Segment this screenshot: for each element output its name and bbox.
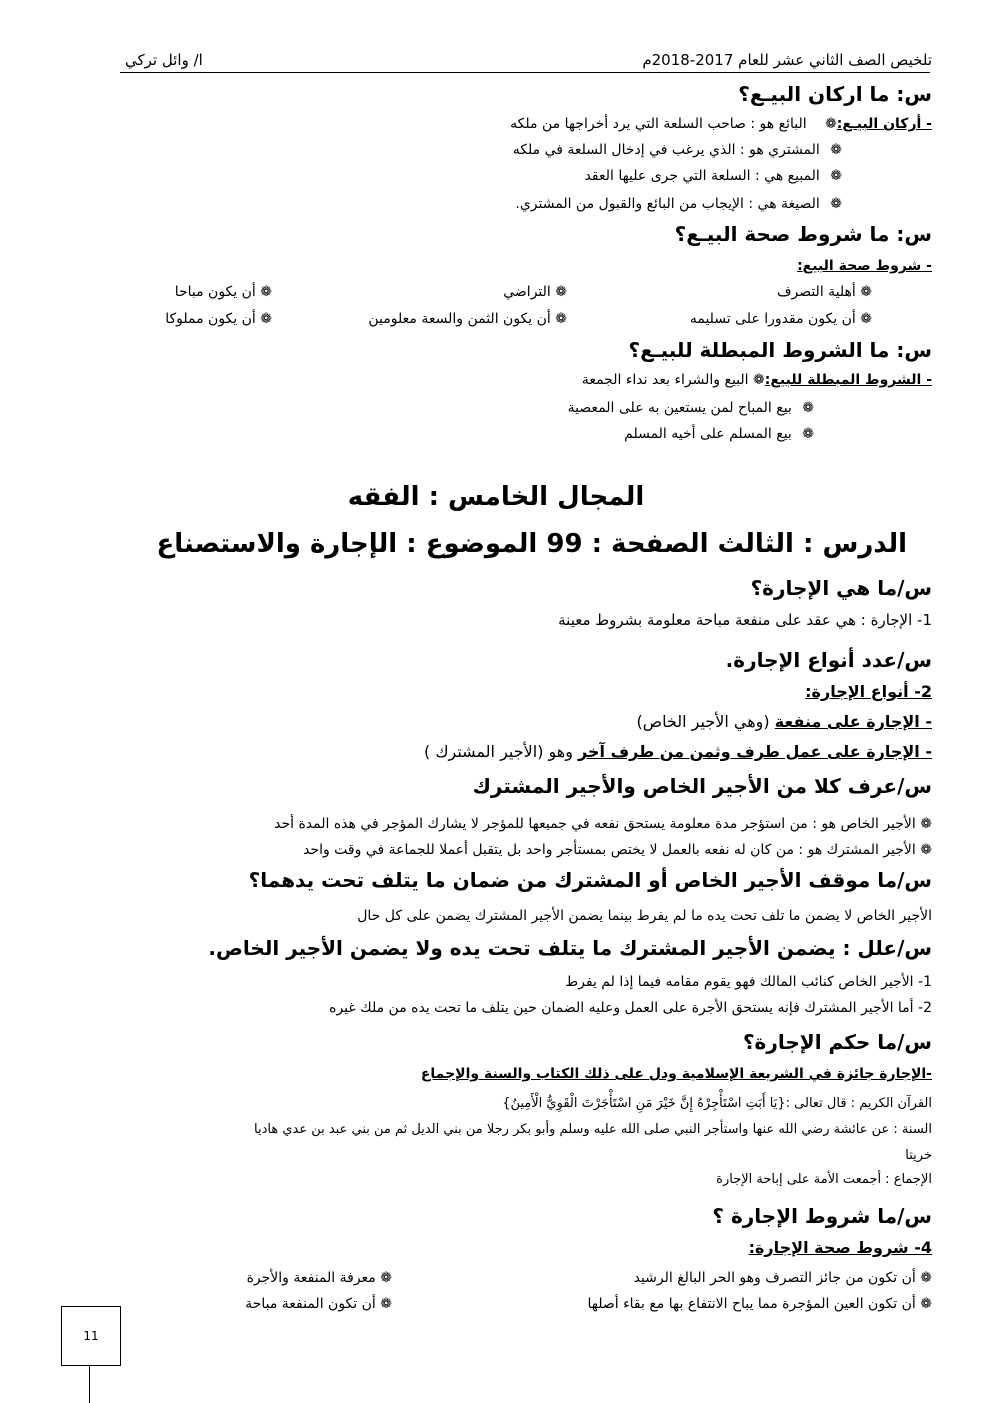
- flower-icon: ❁: [920, 816, 932, 832]
- type-2: - الإجارة على عمل طرف وثمن من طرف آخر وهو (الأجير المشترك ): [423, 742, 932, 761]
- reason-1: 1- الأجير الخاص كنائب المالك فهو يقوم مقامه فيما إذا لم يفرط: [565, 974, 932, 990]
- header-author: ا/ وائل تركي: [125, 51, 203, 69]
- flower-icon: ❁: [830, 142, 842, 158]
- ajir-khas-definition: ❁ الأجير الخاص هو : من استؤجر مدة معلومة يستحق نفعه في جميعها للمؤجر لا يشارك المؤجر في هذه المدة أحد: [274, 816, 932, 832]
- question-sale-conditions: س: ما شروط صحة البيـع؟: [674, 222, 932, 246]
- sale-condition: ❁ أن يكون الثمن والسعة معلومين: [368, 311, 567, 327]
- invalidating-line-2: ❁ بيع المباح لمن يستعين به على المعصية: [567, 400, 814, 416]
- invalidating-label: - الشروط المبطلة للبيع:: [764, 372, 932, 388]
- sale-condition: ❁ أن يكون مباحا: [174, 284, 272, 300]
- question-reason-liability: س/علل : يضمن الأجير المشترك ما يتلف تحت يده ولا يضمن الأجير الخاص.: [208, 936, 932, 960]
- ruling-label: -الإجارة جائزة في الشريعة الإسلامية ودل على ذلك الكتاب والسنة والإجماع: [420, 1066, 932, 1082]
- question-pillars-of-sale: س: ما اركان البيـع؟: [738, 82, 932, 106]
- question-invalidating-conditions: س: ما الشروط المبطلة للبيـع؟: [628, 338, 932, 362]
- ajir-mushtarak-definition: ❁ الأجير المشترك هو : من كان له نفعه بالعمل لا يختص بمستأجر واحد بل يتقبل أعملا للجماعة في وقت واحد: [303, 842, 932, 858]
- question-define-ajir: س/عرف كلا من الأجير الخاص والأجير المشترك: [472, 774, 932, 798]
- ijara-condition: ❁ أن تكون العين المؤجرة مما يباح الانتفاع بها مع بقاء أصلها: [587, 1296, 932, 1312]
- question-liability-position: س/ما موقف الأجير الخاص أو المشترك من ضمان ما يتلف تحت يدهما؟: [248, 868, 932, 892]
- field-title: المجال الخامس : الفقه: [347, 482, 645, 512]
- pillars-line-4: ❁ الصيغة هي : الإيجاب من البائع والقبول من المشتري.: [515, 196, 842, 212]
- sale-condition: ❁ أن يكون مملوكا: [165, 311, 272, 327]
- header-title: تلخيص الصف الثاني عشر للعام 2017-2018م: [642, 51, 932, 69]
- question-ruling-ijara: س/ما حكم الإجارة؟: [742, 1030, 932, 1054]
- reason-2: 2- أما الأجير المشترك فإنه يستحق الأجرة على العمل وعليه الضمان حين يتلف ما تحت يده من ملك غيره: [329, 1000, 932, 1016]
- ijara-condition: ❁ معرفة المنفعة والأجرة: [246, 1270, 392, 1286]
- ruling-ijma: الإجماع : أجمعت الأمة على إباحة الإجارة: [716, 1172, 932, 1187]
- types-label: 2- أنواع الإجارة:: [805, 682, 932, 701]
- sale-condition: ❁ أهلية التصرف: [776, 284, 872, 300]
- flower-icon: ❁: [830, 168, 842, 184]
- ruling-sunnah-cont: خريتا: [905, 1148, 932, 1163]
- pillars-label: - أركان البيـع:: [836, 116, 932, 132]
- pillars-line-3: ❁ المبيع هي : السلعة التي جرى عليها العقد: [584, 168, 842, 184]
- flower-icon: ❁: [380, 1270, 392, 1286]
- ijara-condition: ❁ أن تكون من جائز التصرف وهو الحر البالغ الرشيد: [633, 1270, 932, 1286]
- flower-icon: ❁: [555, 284, 567, 300]
- header-rule: [120, 72, 930, 73]
- flower-icon: ❁: [920, 842, 932, 858]
- pillars-line-1: - أركان البيـع:❁ البائع هو : صاحب السلعة التي يرد أخراجها من ملكه: [510, 116, 932, 132]
- ijara-conditions-label: 4- شروط صحة الإجارة:: [748, 1238, 932, 1257]
- flower-icon: ❁: [260, 284, 272, 300]
- question-ijara-conditions: س/ما شروط الإجارة ؟: [712, 1204, 932, 1228]
- invalidating-line-3: ❁ بيع المسلم على أخيه المسلم: [624, 426, 814, 442]
- liability-answer: الأجير الخاص لا يضمن ما تلف تحت يده ما لم يفرط بينما يضمن الأجير المشترك يضمن على كل حال: [357, 908, 932, 924]
- page-number-line: [89, 1365, 90, 1403]
- sale-conditions-label: - شروط صحة البيع:: [797, 258, 932, 274]
- flower-icon: ❁: [260, 311, 272, 327]
- flower-icon: ❁: [802, 400, 814, 416]
- flower-icon: ❁: [802, 426, 814, 442]
- flower-icon: ❁: [753, 372, 765, 388]
- flower-icon: ❁: [920, 1296, 932, 1312]
- ijara-condition: ❁ أن تكون المنفعة مباحة: [245, 1296, 392, 1312]
- flower-icon: ❁: [830, 196, 842, 212]
- question-types-of-ijara: س/عدد أنواع الإجارة.: [725, 648, 932, 672]
- flower-icon: ❁: [825, 116, 837, 132]
- flower-icon: ❁: [555, 311, 567, 327]
- ruling-sunnah: السنة : عن عائشة رضي الله عنها واستأجر النبي صلى الله عليه وسلم وأبو بكر رجلا من بني الديل ثم من بني عبد بن عدي هاديا: [254, 1122, 932, 1137]
- sale-condition: ❁ التراضي: [503, 284, 567, 300]
- page-number: 11: [61, 1306, 121, 1366]
- lesson-title: الدرس : الثالث الصفحة : 99 الموضوع : الإجارة والاستصناع: [156, 529, 907, 559]
- type-1: - الإجارة على منفعة (وهي الأجير الخاص): [636, 712, 932, 731]
- pillars-line-2: ❁ المشتري هو : الذي يرغب في إدخال السلعة في ملكه: [512, 142, 842, 158]
- flower-icon: ❁: [860, 284, 872, 300]
- question-what-is-ijara: س/ما هي الإجارة؟: [750, 576, 932, 600]
- invalidating-line-1: - الشروط المبطلة للبيع:❁ البيع والشراء بعد نداء الجمعة: [581, 372, 932, 388]
- sale-condition: ❁ أن يكون مقدورا على تسليمه: [689, 311, 872, 327]
- flower-icon: ❁: [380, 1296, 392, 1312]
- ijara-definition: 1- الإجارة : هي عقد على منفعة مباحة معلومة بشروط معينة: [558, 611, 932, 629]
- ruling-quran: القرآن الكريم : قال تعالى :{يَا أَبَتِ اسْتَأْجِرْهُ إِنَّ خَيْرَ مَنِ اسْتَأْجَرْتَ الْقَوِيُّ الْأَمِينُ}: [502, 1096, 932, 1111]
- flower-icon: ❁: [920, 1270, 932, 1286]
- flower-icon: ❁: [860, 311, 872, 327]
